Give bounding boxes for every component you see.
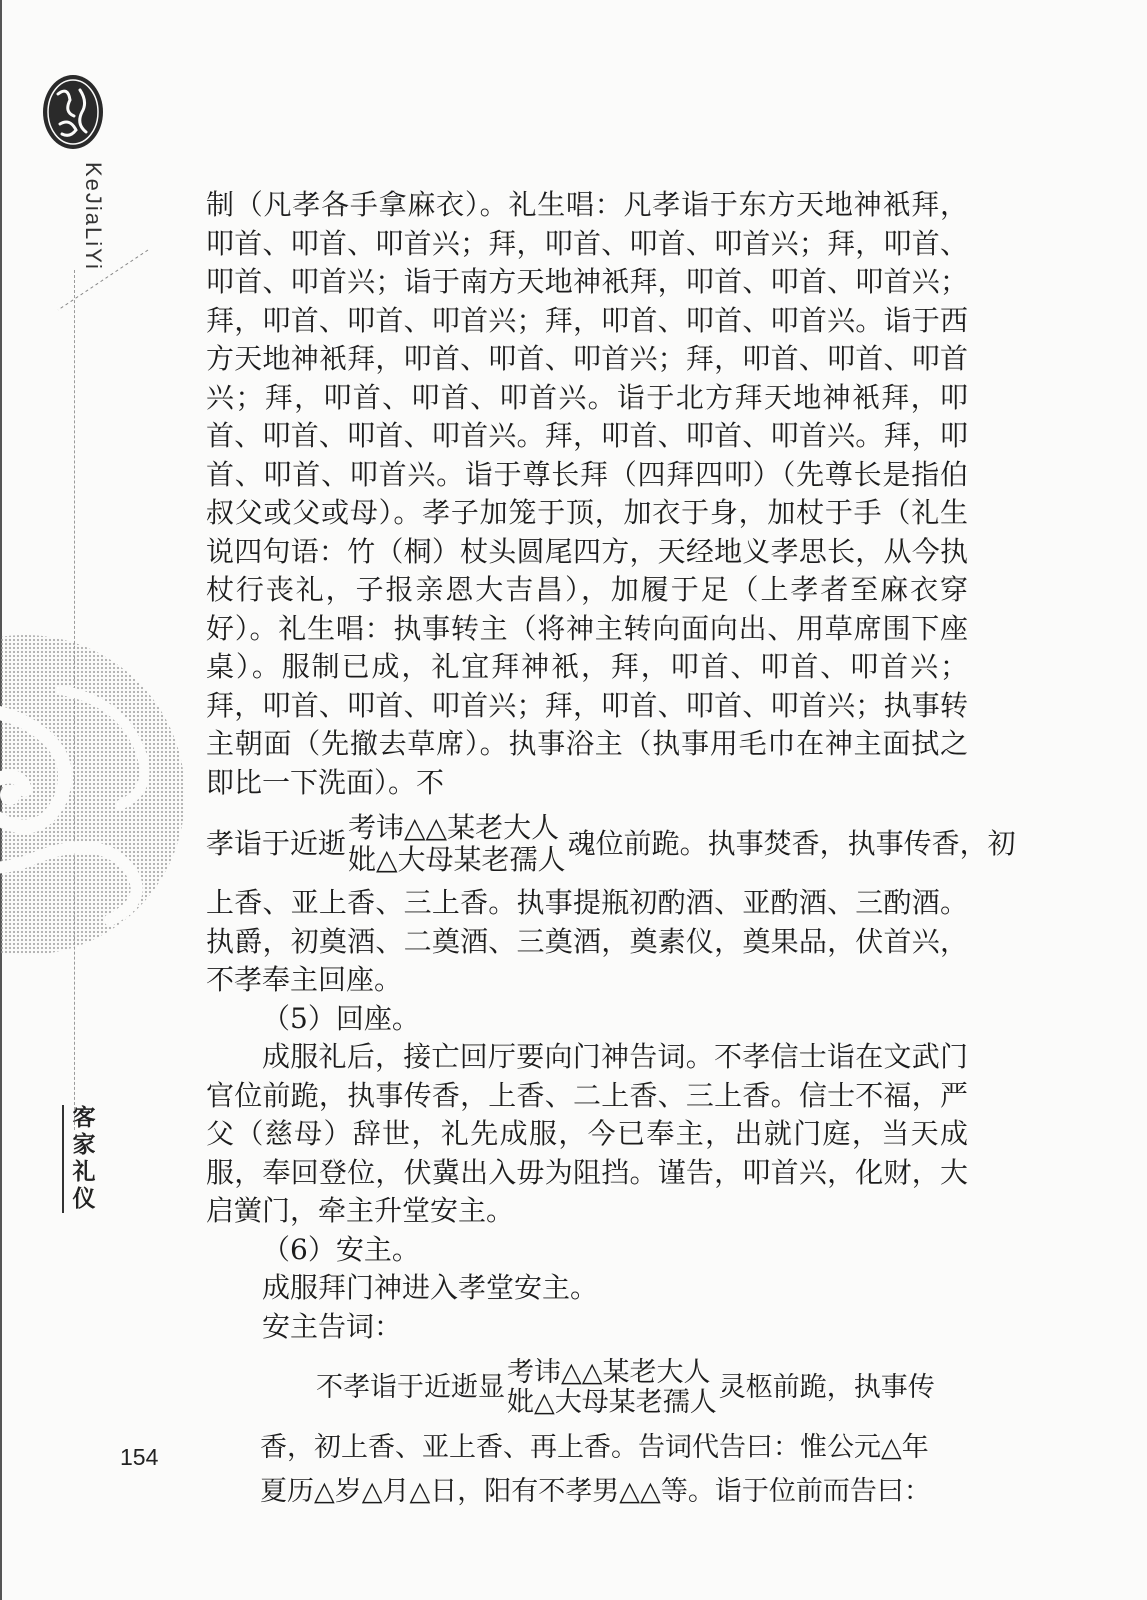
invocation-block (206, 1358, 968, 1514)
paragraph-2: 上香、亚上香、三上香。执事提瓶初酌酒、亚酌酒、三酌酒。执爵，初奠酒、二奠酒、三奠酒，奠素仪，奠果品，伏首兴，不孝奉主回座。 (206, 886, 968, 996)
decorative-diagonal-icon (48, 230, 158, 320)
stacked-title-line-1 (206, 811, 1016, 876)
paragraph-1: 制（凡孝各手拿麻衣）。礼生唱：凡孝诣于东方天地神衹拜，叩首、叩首、叩首兴；拜，叩首、叩首、叩首兴；拜，叩首、叩首、叩首兴；诣于南方天地神衹拜，叩首、叩首、叩首兴；拜，叩首、叩首、叩首兴；拜，叩首、叩首、叩首兴。诣于西方天地神衹拜，叩首、叩首、叩首兴；拜，叩首、叩首、叩首兴；拜，叩首、叩首、叩首兴。诣于北方拜天地神衹拜，叩首、叩首、叩首、叩首兴。拜，叩首、叩首、叩首兴。拜，叩首、叩首、叩首兴。诣于尊长拜（四拜四叩）（先尊长是指伯叔父或父或母）。孝子加笼于顶，加衣于身，加杖于手（礼生说四句语：竹（桐）杖头圆尾四方，天经地义孝思长，从今执杖行丧礼，子报亲恩大吉昌），加履于足（上孝者至麻衣穿好）。礼生唱：执事转主（将神主转向面向出、用草席围下座桌）。服制已成，礼宜拜神衹，拜，叩首、叩首、叩首兴；拜，叩首、叩首、叩首兴；拜，叩首、叩首、叩首兴；执事转主朝面（先撤去草席）。执事浴主（执事用毛巾在神主面拭之即比一下洗面）。不 (206, 188, 968, 799)
stack-before-text: 不孝诣于近逝显 (316, 1371, 505, 1403)
body-text (206, 186, 1016, 1514)
stack-top-text: 考讳△△某老大人 (507, 1357, 711, 1388)
stack-before-text: 孝诣于近逝 (206, 826, 347, 860)
book-title-char: 仪 (72, 1186, 96, 1212)
invocation-line-1: 香，初上香、亚上香、再上香。告词代告曰：惟公元△年 (260, 1432, 929, 1463)
seal-logo-icon (40, 72, 106, 152)
stack-bottom-text: 妣△大母某老孺人 (507, 1387, 717, 1418)
paragraph-3: 成服礼后，接亡回厅要向门神告词。不孝信士诣在文武门官位前跪，执事传香，上香、二上香、三上香。信士不福，严父（慈母）辞世，礼先成服，今已奉主，出就门庭，当天成服，奉回登位，伏冀出入毋为阻挡。谨告，叩首兴，化财，大启黉门，牵主升堂安主。 (206, 1040, 968, 1227)
page-number: 154 (120, 1444, 159, 1470)
cloud-pattern-ornament-icon (0, 630, 190, 960)
book-title-char: 礼 (72, 1159, 96, 1185)
paragraph-4: 成服拜门神进入孝堂安主。 (262, 1271, 599, 1304)
stack-bottom-text: 妣△大母某老孺人 (348, 843, 566, 876)
stack-after-text: 魂位前跪。执事焚香，执事传香，初 (567, 826, 1016, 860)
book-title-char: 客 (72, 1105, 96, 1131)
section-heading-6: （6）安主。 (262, 1232, 420, 1266)
stack-top-text: 考讳△△某老大人 (348, 811, 560, 844)
series-roman-title: KeJiaLiYi (81, 162, 106, 271)
stacked-title-line-2 (206, 1358, 968, 1418)
book-title-vertical (62, 1105, 102, 1213)
stacked-names (348, 812, 566, 876)
stacked-names (507, 1358, 717, 1418)
paragraph-5: 安主告词： (262, 1309, 403, 1343)
book-title-char: 家 (72, 1132, 96, 1158)
section-heading-5: （5）回座。 (262, 1001, 420, 1035)
invocation-line-2: 夏历△岁△月△日，阳有不孝男△△等。诣于位前而告曰： (260, 1476, 931, 1507)
stack-after-text: 灵柩前跪，执事传 (718, 1371, 935, 1403)
